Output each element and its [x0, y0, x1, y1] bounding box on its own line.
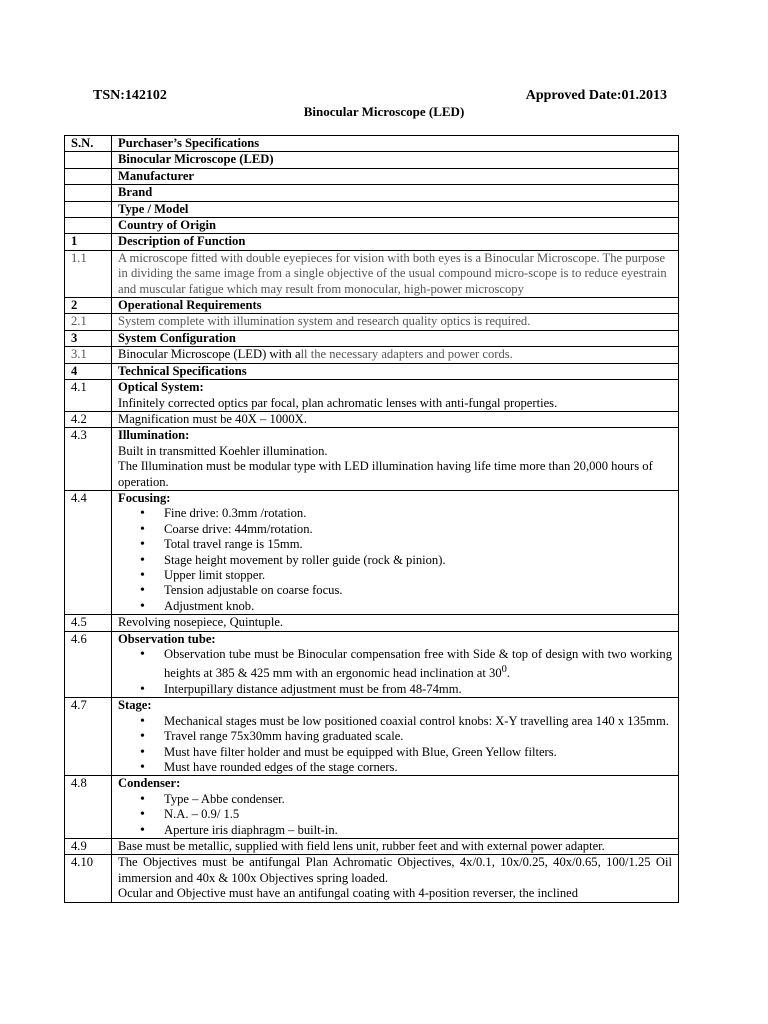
item-number: 2.1	[65, 314, 112, 330]
item-cell	[112, 380, 679, 412]
bullet-list	[118, 647, 672, 697]
item-text: Built in transmitted Koehler illumination.	[118, 443, 328, 458]
table-row	[65, 314, 679, 330]
item-text: System complete with illumination system and research quality optics is required.	[112, 314, 679, 330]
table-row	[65, 201, 679, 217]
table-row	[65, 428, 679, 491]
list-item: • Aperture iris diaphragm – built-in.	[164, 823, 672, 838]
section-row	[65, 234, 679, 250]
item-number: 4.5	[65, 615, 112, 631]
table-row	[65, 185, 679, 201]
bullet-list	[118, 714, 672, 776]
item-text: The Objectives must be antifungal Plan Achromatic Objectives, 4x/0.1, 10x/0.25, 40x/0.65, 100/1.25 Oil immersion and 40x & 100x Objectives spring loaded.	[118, 855, 672, 885]
document-title: Binocular Microscope (LED)	[303, 104, 465, 119]
section-title: Operational Requirements	[112, 298, 679, 314]
section-row	[65, 298, 679, 314]
item-number: 1.1	[65, 250, 112, 297]
item-cell	[112, 855, 679, 902]
list-item: • Total travel range is 15mm.	[164, 537, 672, 552]
table-row	[65, 152, 679, 168]
item-text-part: Binocular Microscope (LED) with a	[118, 347, 301, 362]
list-item	[164, 647, 672, 682]
table-row	[65, 411, 679, 427]
list-item: • Interpupillary distance adjustment must be from 48-74mm.	[164, 682, 672, 697]
bullet-list	[118, 792, 672, 838]
item-text-part: ll the necessary adapters and power cords.	[300, 347, 513, 362]
product-name-cell: Binocular Microscope (LED)	[112, 152, 679, 168]
sn-column-header: S.N.	[65, 136, 112, 152]
section-number: 3	[65, 330, 112, 346]
item-cell	[112, 490, 679, 614]
section-number: 1	[65, 234, 112, 250]
item-number: 3.1	[65, 347, 112, 363]
section-row	[65, 363, 679, 379]
item-heading: Focusing:	[118, 490, 171, 505]
item-number: 4.8	[65, 776, 112, 839]
table-row	[65, 839, 679, 855]
table-row	[65, 218, 679, 234]
table-row	[65, 615, 679, 631]
tsn-number: TSN:142102	[93, 88, 167, 103]
item-number: 4.6	[65, 631, 112, 698]
list-item: • Tension adjustable on coarse focus.	[164, 583, 672, 598]
item-cell	[112, 776, 679, 839]
list-item: • Travel range 75x30mm having graduated scale.	[164, 729, 672, 744]
item-text: Magnification must be 40X – 1000X.	[112, 411, 679, 427]
country-of-origin-cell: Country of Origin	[112, 218, 679, 234]
list-item: • Fine drive: 0.3mm /rotation.	[164, 506, 672, 521]
section-row	[65, 330, 679, 346]
table-row	[65, 168, 679, 184]
item-heading: Condenser:	[118, 776, 181, 791]
list-item: • Adjustment knob.	[164, 599, 672, 614]
list-item: • Must have rounded edges of the stage corners.	[164, 760, 672, 775]
list-item-text: Observation tube must be Binocular compensation free with Side & top of design with two working heights at 385 & 425 mm with an ergonomic head inclination at 30	[164, 647, 672, 681]
item-number: 4.9	[65, 839, 112, 855]
item-cell	[112, 631, 679, 698]
item-text: Base must be metallic, supplied with field lens unit, rubber feet and with external power adapter.	[112, 839, 679, 855]
list-item: • Mechanical stages must be low positioned coaxial control knobs: X-Y travelling area 140 x 135mm.	[164, 714, 672, 729]
manufacturer-cell: Manufacturer	[112, 168, 679, 184]
item-number: 4.3	[65, 428, 112, 491]
table-header-row	[65, 136, 679, 152]
list-item-text: .	[506, 666, 511, 681]
approved-date: Approved Date:01.2013	[525, 88, 667, 103]
table-row	[65, 776, 679, 839]
table-row	[65, 490, 679, 614]
item-text: Revolving nosepiece, Quintuple.	[112, 615, 679, 631]
list-item: • Upper limit stopper.	[164, 568, 672, 583]
item-number: 4.2	[65, 411, 112, 427]
table-row	[65, 631, 679, 698]
table-row	[65, 347, 679, 363]
type-model-cell: Type / Model	[112, 201, 679, 217]
table-row	[65, 380, 679, 412]
table-row	[65, 250, 679, 297]
list-item: • Type – Abbe condenser.	[164, 792, 672, 807]
bullet-list	[118, 506, 672, 614]
item-cell	[112, 698, 679, 776]
table-row	[65, 698, 679, 776]
list-item: • N.A. – 0.9/ 1.5	[164, 807, 672, 822]
section-title: Technical Specifications	[112, 363, 679, 379]
item-number: 4.1	[65, 380, 112, 412]
item-heading: Observation tube:	[118, 631, 216, 646]
list-item: • Coarse drive: 44mm/rotation.	[164, 522, 672, 537]
item-number: 4.4	[65, 490, 112, 614]
item-heading: Illumination:	[118, 428, 190, 443]
item-heading: Stage:	[118, 698, 152, 713]
section-number: 2	[65, 298, 112, 314]
item-text: A microscope fitted with double eyepieces for vision with both eyes is a Binocular Microscope. The purpose in dividing the same image from a single objective of the usual compound micro-scope is to reduce eyestrain and muscular fatigue which may result from monocular, high-power microscopy	[112, 250, 679, 297]
item-text: Infinitely corrected optics par focal, plan achromatic lenses with anti-fungal properties.	[118, 395, 558, 410]
item-text: Ocular and Objective must have an antifungal coating with 4-position reverser, the inclined	[118, 886, 579, 901]
spec-column-header: Purchaser’s Specifications	[112, 136, 679, 152]
item-text	[112, 347, 679, 363]
section-title: System Configuration	[112, 330, 679, 346]
item-text: The Illumination must be modular type with LED illumination having life time more than 20,000 hours of operation.	[118, 459, 653, 489]
list-item: • Must have filter holder and must be equipped with Blue, Green Yellow filters.	[164, 745, 672, 760]
superscript: 0	[501, 664, 507, 676]
brand-cell: Brand	[112, 185, 679, 201]
specification-table	[64, 135, 679, 903]
table-row	[65, 855, 679, 902]
list-item: • Stage height movement by roller guide (rock & pinion).	[164, 553, 672, 568]
item-cell	[112, 428, 679, 491]
item-heading: Optical System:	[118, 380, 204, 395]
section-title: Description of Function	[112, 234, 679, 250]
item-number: 4.10	[65, 855, 112, 902]
section-number: 4	[65, 363, 112, 379]
item-number: 4.7	[65, 698, 112, 776]
